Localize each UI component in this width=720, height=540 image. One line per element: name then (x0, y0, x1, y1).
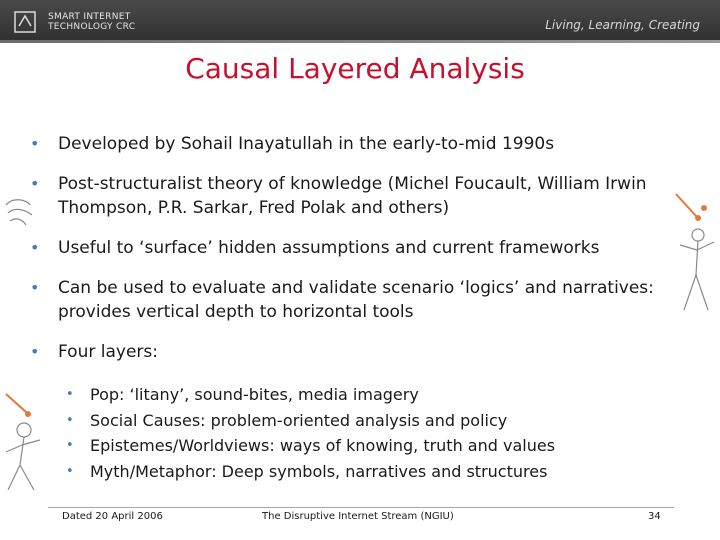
sub-bullet-text: Myth/Metaphor: Deep symbols, narratives and structures (90, 461, 548, 481)
sub-bullet-item (66, 408, 555, 434)
bullet-item (30, 236, 700, 260)
page-number: 34 (648, 511, 661, 522)
bullet-dot-icon: • (30, 342, 40, 361)
logo-line1: SMART INTERNET (48, 12, 131, 22)
bullet-dot-icon: • (30, 278, 40, 297)
sketch-figure-left-top-icon (2, 195, 36, 235)
sub-bullet-dot-icon: • (66, 387, 74, 402)
sub-bullet-list (66, 382, 555, 484)
sketch-figure-left-bottom-icon (0, 390, 48, 505)
sub-bullet-dot-icon: • (66, 463, 74, 479)
bullet-text: Developed by Sohail Inayatullah in the early-to-mid 1990s (58, 134, 555, 154)
footer-title: The Disruptive Internet Stream (NGIU) (262, 511, 454, 522)
sub-bullet-item (66, 459, 555, 485)
sub-bullet-dot-icon: • (66, 438, 74, 453)
logo-text (48, 12, 135, 32)
sub-bullet-text: Pop: ‘litany’, sound-bites, media imagery (90, 385, 419, 404)
bullet-text: Post-structuralist theory of knowledge (Michel Foucault, William Irwin Thompson, P.R. Sarkar, Fred Polak and others) (58, 174, 647, 218)
sub-bullet-item (66, 382, 555, 408)
bullet-text: Four layers: (58, 342, 158, 362)
bullet-item (30, 340, 700, 364)
sub-bullet-item (66, 433, 555, 459)
footer-divider (48, 507, 674, 508)
sub-bullet-text: Social Causes: problem-oriented analysis and policy (90, 410, 508, 430)
bullet-dot-icon: • (30, 238, 40, 257)
footer-date: Dated 20 April 2006 (62, 511, 163, 522)
slide-title: Causal Layered Analysis (185, 52, 525, 85)
logo-line2: TECHNOLOGY CRC (48, 22, 136, 32)
crc-logo-icon (14, 11, 36, 33)
bullet-text: Can be used to evaluate and validate scenario ‘logics’ and narratives: provides vertical depth to horizontal tools (58, 278, 654, 322)
tagline: Living, Learning, Creating (545, 18, 700, 32)
bullet-item (30, 276, 700, 324)
bullet-text: Useful to ‘surface’ hidden assumptions and current frameworks (58, 238, 600, 258)
bullet-dot-icon: • (30, 174, 40, 193)
bullet-item (30, 132, 700, 156)
main-bullet-list (30, 132, 700, 364)
sub-bullet-text: Epistemes/Worldviews: ways of knowing, truth and values (90, 436, 556, 455)
sketch-figure-right-icon (672, 190, 720, 325)
bullet-item (30, 172, 700, 220)
sub-bullet-dot-icon: • (66, 412, 74, 428)
header-bar (0, 0, 720, 43)
bullet-dot-icon: • (30, 134, 40, 153)
